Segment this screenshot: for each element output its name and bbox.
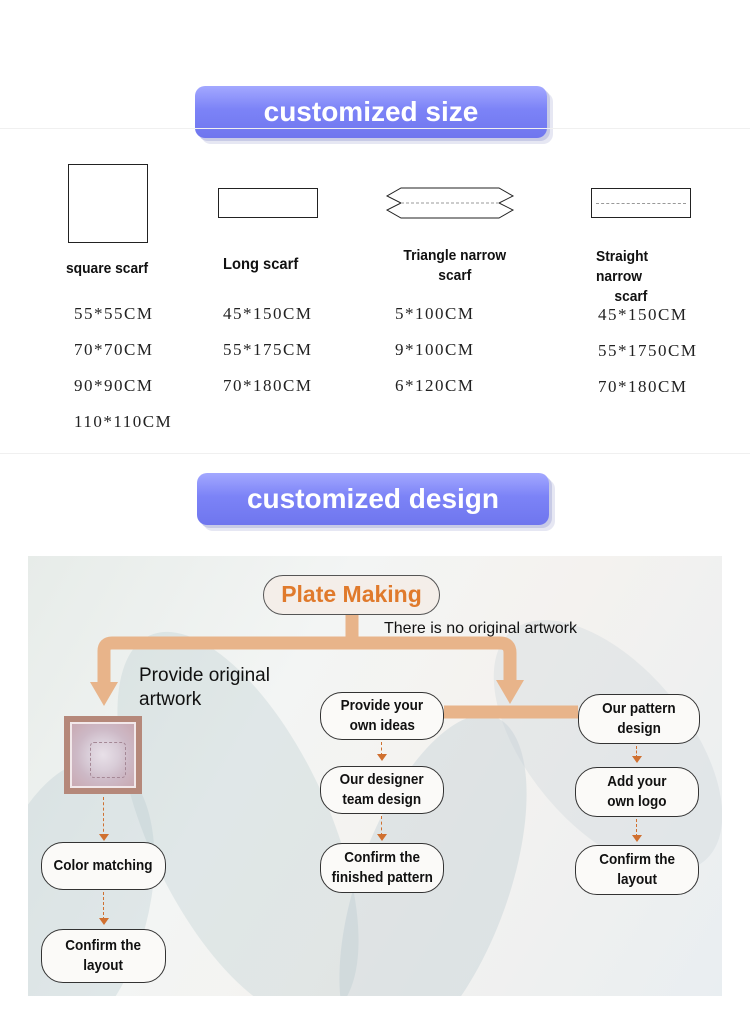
dashed-arrow — [103, 797, 104, 837]
customized-size-banner: customized size — [195, 86, 547, 138]
arrow-head — [377, 754, 387, 761]
our-pattern-node: Our pattern design — [578, 694, 700, 744]
size-value: 70*70CM — [74, 340, 154, 359]
no-artwork-label: There is no original artwork — [384, 620, 577, 637]
size-value: 9*100CM — [395, 340, 475, 359]
size-value: 45*150CM — [223, 304, 313, 323]
size-value: 55*1750CM — [598, 341, 698, 360]
triangle-narrow-scarf-title: Triangle narrow scarf — [403, 247, 507, 284]
size-value: 55*175CM — [223, 340, 313, 359]
size-value: 90*90CM — [74, 376, 154, 395]
size-value: 70*180CM — [598, 377, 688, 396]
size-value: 70*180CM — [223, 376, 313, 395]
square-scarf-title: square scarf — [66, 260, 149, 277]
designer-team-node: Our designer team design — [320, 766, 444, 814]
size-value: 45*150CM — [598, 305, 688, 324]
straight-narrow-scarf-title: Straight narrow scarf — [596, 248, 649, 305]
arrow-head — [99, 834, 109, 841]
size-value: 55*55CM — [74, 304, 154, 323]
confirm-pattern-node: Confirm the finished pattern — [320, 843, 444, 893]
dashed-arrow — [381, 816, 382, 836]
arrow-head — [377, 834, 387, 841]
size-value: 5*100CM — [395, 304, 475, 323]
original-artwork-label: Provide original artwork — [139, 665, 270, 710]
add-logo-node: Add your own logo — [575, 767, 699, 817]
size-value: 6*120CM — [395, 376, 475, 395]
confirm-layout-node: Confirm the layout — [41, 929, 166, 983]
confirm-layout-right-node: Confirm the layout — [575, 845, 699, 895]
arrow-head — [99, 918, 109, 925]
long-scarf-title: Long scarf — [223, 256, 299, 273]
arrow-head — [632, 835, 642, 842]
provide-ideas-node: Provide your own ideas — [320, 692, 444, 740]
dashed-arrow — [103, 892, 104, 920]
customized-design-banner: customized design — [197, 473, 549, 525]
arrow-head — [632, 756, 642, 763]
plate-making-node: Plate Making — [263, 575, 440, 615]
color-matching-node: Color matching — [41, 842, 166, 890]
scarf-sample-image — [64, 716, 142, 794]
size-value: 110*110CM — [74, 412, 173, 431]
